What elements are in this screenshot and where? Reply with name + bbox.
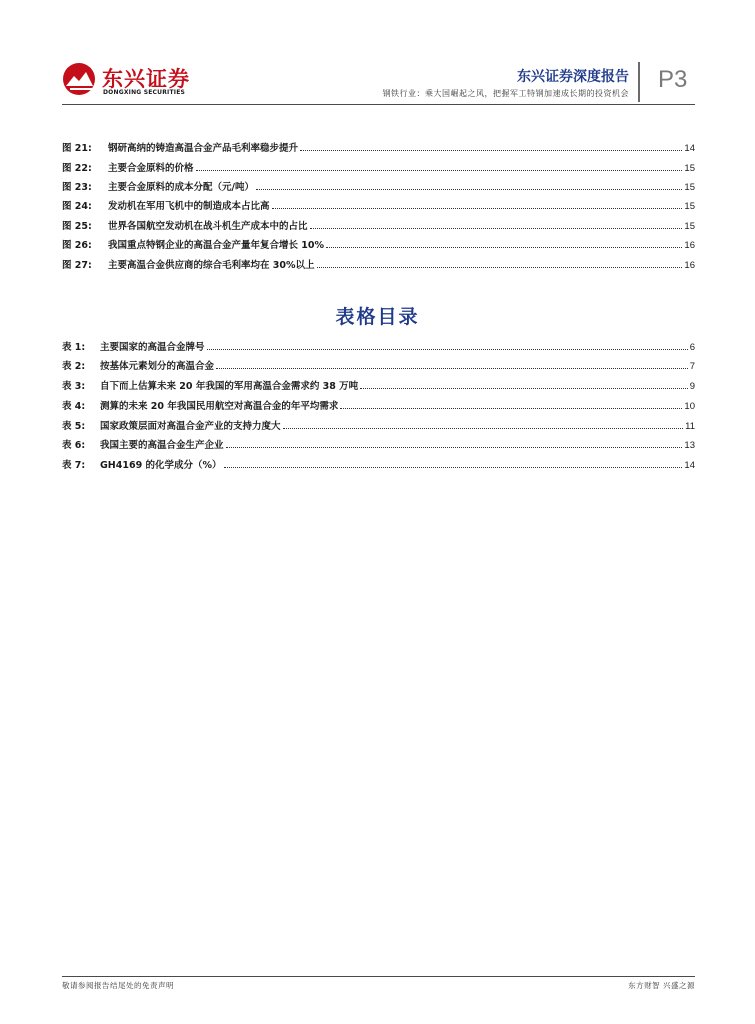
table-label: 表 5: [62,421,86,432]
figure-label: 图 23: [62,182,92,193]
figure-page: 15 [684,201,695,212]
figure-title: 我国重点特钢企业的高温合金产量年复合增长 10% [108,240,325,251]
table-label: 表 7: [62,460,86,471]
table-list-heading: 表格目录 [335,306,420,328]
figure-toc-entry[interactable] [62,257,695,271]
figure-label: 图 21: [62,143,92,154]
table-label: 表 4: [62,401,86,412]
figure-page: 15 [684,221,695,232]
table-label: 表 2: [62,361,86,372]
figure-title: 发动机在军用飞机中的制造成本占比高 [108,201,270,212]
page-number: P3 [658,66,688,93]
logo-chinese-name: 东兴证券 [102,67,190,91]
figure-toc-entry[interactable] [62,237,695,251]
figure-label: 图 25: [62,221,92,232]
table-page: 10 [684,401,695,412]
footer-rule [62,976,695,977]
dongxing-logo-icon [62,62,96,96]
figure-label: 图 24: [62,201,92,212]
table-toc-entry[interactable] [62,437,695,451]
leader-dots [196,169,683,171]
figure-label: 图 27: [62,260,92,271]
header-rule [62,104,695,105]
company-logo [62,60,212,100]
figure-label: 图 22: [62,163,92,174]
leader-dots [272,207,683,209]
footer-disclaimer: 敬请参阅报告结尾处的免责声明 [62,981,174,990]
leader-dots [310,227,683,229]
footer-slogan: 东方财智 兴盛之源 [628,981,695,990]
table-label: 表 6: [62,440,86,451]
table-title: 按基体元素划分的高温合金 [100,361,215,372]
figure-toc-entry[interactable] [62,198,695,212]
leader-dots [256,188,682,190]
table-title: GH4169 的化学成分（%） [100,460,222,471]
table-page: 6 [689,342,695,353]
figure-page: 16 [684,260,695,271]
figure-page: 15 [684,163,695,174]
leader-dots [283,427,684,429]
table-title: 国家政策层面对高温合金产业的支持力度大 [100,421,281,432]
table-title: 测算的未来 20 年我国民用航空对高温合金的年平均需求 [100,401,339,412]
leader-dots [226,446,683,448]
table-label: 表 3: [62,381,86,392]
table-toc-entry[interactable] [62,358,695,372]
leader-dots [326,246,682,248]
leader-dots [317,266,683,268]
figure-page: 16 [684,240,695,251]
table-title: 自下而上估算未来 20 年我国的军用高温合金需求约 38 万吨 [100,381,359,392]
figure-title: 主要高温合金供应商的综合毛利率均在 30%以上 [108,260,315,271]
figure-toc-entry[interactable] [62,179,695,193]
table-page: 9 [689,381,695,392]
table-page: 13 [684,440,695,451]
figure-label: 图 26: [62,240,92,251]
figure-title: 世界各国航空发动机在战斗机生产成本中的占比 [108,221,308,232]
report-subtitle: 钢铁行业：乘大国崛起之风，把握军工特钢加速成长期的投资机会 [382,89,629,98]
figure-title: 主要合金原料的价格 [108,163,194,174]
table-toc-entry[interactable] [62,457,695,471]
table-page: 14 [684,460,695,471]
table-toc-entry[interactable] [62,418,695,432]
table-toc-entry[interactable] [62,339,695,353]
leader-dots [340,407,682,409]
table-page: 7 [689,361,695,372]
figure-toc-entry[interactable] [62,160,695,174]
table-toc-entry[interactable] [62,378,695,392]
report-type: 东兴证券深度报告 [517,69,629,85]
header-divider [638,62,640,102]
leader-dots [216,367,688,369]
table-label: 表 1: [62,342,86,353]
table-toc-entry[interactable] [62,398,695,412]
table-title: 主要国家的高温合金牌号 [100,342,205,353]
figure-page: 14 [684,143,695,154]
leader-dots [360,387,688,389]
leader-dots [207,348,688,350]
figure-title: 钢研高纳的铸造高温合金产品毛利率稳步提升 [108,143,299,154]
leader-dots [300,149,682,151]
figure-page: 15 [684,182,695,193]
figure-toc-entry[interactable] [62,218,695,232]
table-title: 我国主要的高温合金生产企业 [100,440,224,451]
logo-english-name: DONGXING SECURITIES [103,89,186,96]
figure-title: 主要合金原料的成本分配（元/吨） [108,182,254,193]
leader-dots [224,466,683,468]
table-page: 11 [685,421,695,432]
figure-toc-entry[interactable] [62,140,695,154]
